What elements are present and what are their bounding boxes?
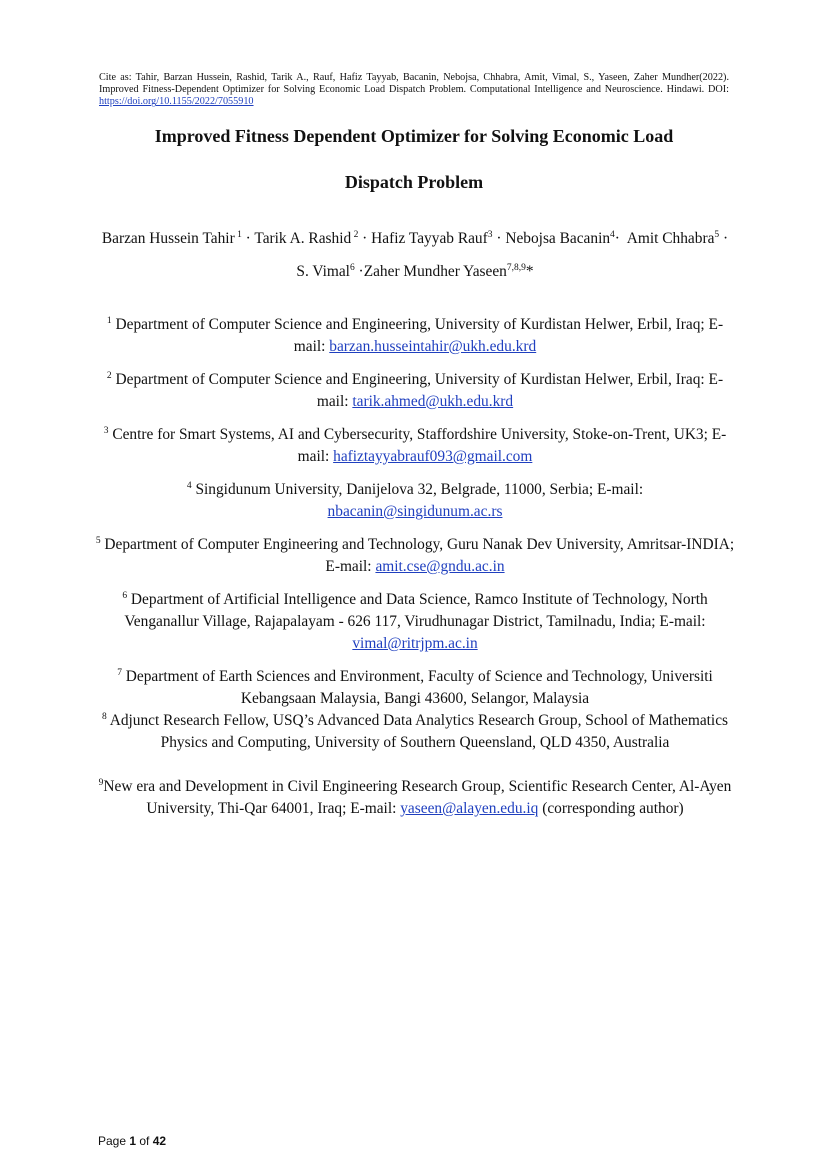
affiliation-marker: 7: [117, 668, 122, 678]
affiliation-marker: 4: [186, 481, 192, 491]
author-affil-marker: 1: [234, 230, 242, 240]
affiliation-marker: 2: [106, 371, 112, 381]
author-name: S. Vimal: [296, 263, 350, 280]
author-name: Nebojsa Bacanin: [505, 230, 611, 247]
affiliation-trailing-text: (corresponding author): [538, 800, 684, 817]
affiliation-text: Adjunct Research Fellow, USQ’s Advanced Data Analytics Research Group, School of Mathematics Physics and Computing, University of Southern Queensland, QLD 4350, Australia: [106, 712, 729, 751]
email-link[interactable]: yaseen@alayen.edu.iq: [400, 800, 539, 817]
affiliation-7: [95, 666, 735, 710]
author-affil-marker: 3: [487, 230, 493, 240]
affiliation-marker: 1: [106, 316, 112, 326]
author-name: Hafiz Tayyab Rauf: [371, 230, 488, 247]
email-link[interactable]: barzan.husseintahir@ukh.edu.krd: [329, 338, 537, 355]
email-link[interactable]: hafiztayyabrauf093@gmail.com: [333, 448, 533, 465]
affiliation-marker: 5: [95, 536, 101, 546]
author-name: Tarik A. Rashid: [254, 230, 352, 247]
affiliation-text: Department of Earth Sciences and Environment, Faculty of Science and Technology, Universiti Kebangsaan Malaysia, Bangi 43600, Selangor, Malaysia: [121, 668, 713, 707]
affiliation-1: [95, 314, 735, 358]
affiliation-text: Centre for Smart Systems, AI and Cybersecurity, Staffordshire University, Stoke-on-Trent, UK3; E-mail:: [108, 426, 727, 465]
author-affil-marker: 7,8,9: [506, 263, 526, 273]
author-affil-marker: 6: [349, 263, 355, 273]
email-link[interactable]: vimal@ritrjpm.ac.in: [352, 635, 478, 652]
affiliation-text: Department of Artificial Intelligence and Data Science, Ramco Institute of Technology, North Venganallur Village, Rajapalayam - 626 117, Virudhunagar District, Tamilnadu, India; E-mail:: [124, 591, 708, 630]
affiliation-marker: 3: [103, 426, 109, 436]
affiliation-marker: 9: [98, 778, 104, 788]
email-link[interactable]: nbacanin@singidunum.ac.rs: [327, 503, 503, 520]
affiliation-4: [95, 479, 735, 523]
citation-text: Cite as: Tahir, Barzan Hussein, Rashid, Tarik A., Rauf, Hafiz Tayyab, Bacanin, Nebojsa, Chhabra, Amit, Vimal, S., Yaseen, Zaher Mundher(2022). Improved Fitness-Dependent Optimizer for Solving Economic Load Dispatch Problem. Computational Intelligence and Neuroscience. Hindawi. DOI:: [99, 72, 729, 96]
affiliation-text: Singidunum University, Danijelova 32, Belgrade, 11000, Serbia; E-mail:: [191, 481, 644, 498]
author-name: Zaher Mundher Yaseen: [363, 263, 507, 280]
current-page-number: 1: [129, 1134, 137, 1148]
affiliation-2: [95, 369, 735, 413]
affiliation-5: [95, 534, 735, 578]
affiliation-text: Department of Computer Science and Engineering, University of Kurdistan Helwer, Erbil, Iraq: E-mail:: [111, 371, 724, 410]
doi-link[interactable]: https://doi.org/10.1155/2022/7055910: [99, 96, 254, 108]
page-of-label: of: [136, 1134, 153, 1148]
author-name: Barzan Hussein Tahir: [101, 230, 235, 247]
author-affil-marker: 2: [351, 230, 359, 240]
affiliation-8: [95, 710, 735, 754]
page-footer: [98, 1134, 166, 1148]
author-name: Amit Chhabra: [626, 230, 715, 247]
affiliation-text: Department of Computer Engineering and Technology, Guru Nanak Dev University, Amritsar-INDIA; E-mail:: [100, 536, 735, 575]
email-link[interactable]: tarik.ahmed@ukh.edu.krd: [352, 393, 514, 410]
author-list: Barzan Hussein Tahir $^1$ · Tarik A. Rashid $^2$ · Hafiz Tayyab Rauf$^3$ · Nebojsa Bacanin$^4$· Amit Chhabra$^5$ · S. Vimal$^6$ ·Zaher Mundher Yaseen$^{7,8,9}$*: [101, 230, 729, 280]
paper-title-line-2: Dispatch Problem: [344, 172, 484, 192]
total-page-count: 42: [152, 1134, 167, 1148]
author-affil-marker: 5: [714, 230, 720, 240]
affiliation-9: [95, 776, 735, 820]
affiliation-text: New era and Development in Civil Engineering Research Group, Scientific Research Center, Al-Ayen University, Thi-Qar 64001, Iraq; E-mail:: [103, 778, 732, 817]
paper-title-line-1: Improved Fitness Dependent Optimizer for Solving Economic Load: [154, 126, 674, 146]
citation-note: [99, 72, 729, 109]
affiliation-3: [95, 424, 735, 468]
author-affil-marker: 4: [610, 230, 615, 240]
email-link[interactable]: amit.cse@gndu.ac.in: [375, 558, 505, 575]
affiliation-text: Department of Computer Science and Engineering, University of Kurdistan Helwer, Erbil, Iraq; E-mail:: [111, 316, 724, 355]
affiliation-marker: 6: [122, 591, 128, 601]
page-label: Page: [98, 1134, 130, 1148]
affiliation-6: [95, 589, 735, 655]
affiliation-marker: 8: [101, 712, 107, 722]
